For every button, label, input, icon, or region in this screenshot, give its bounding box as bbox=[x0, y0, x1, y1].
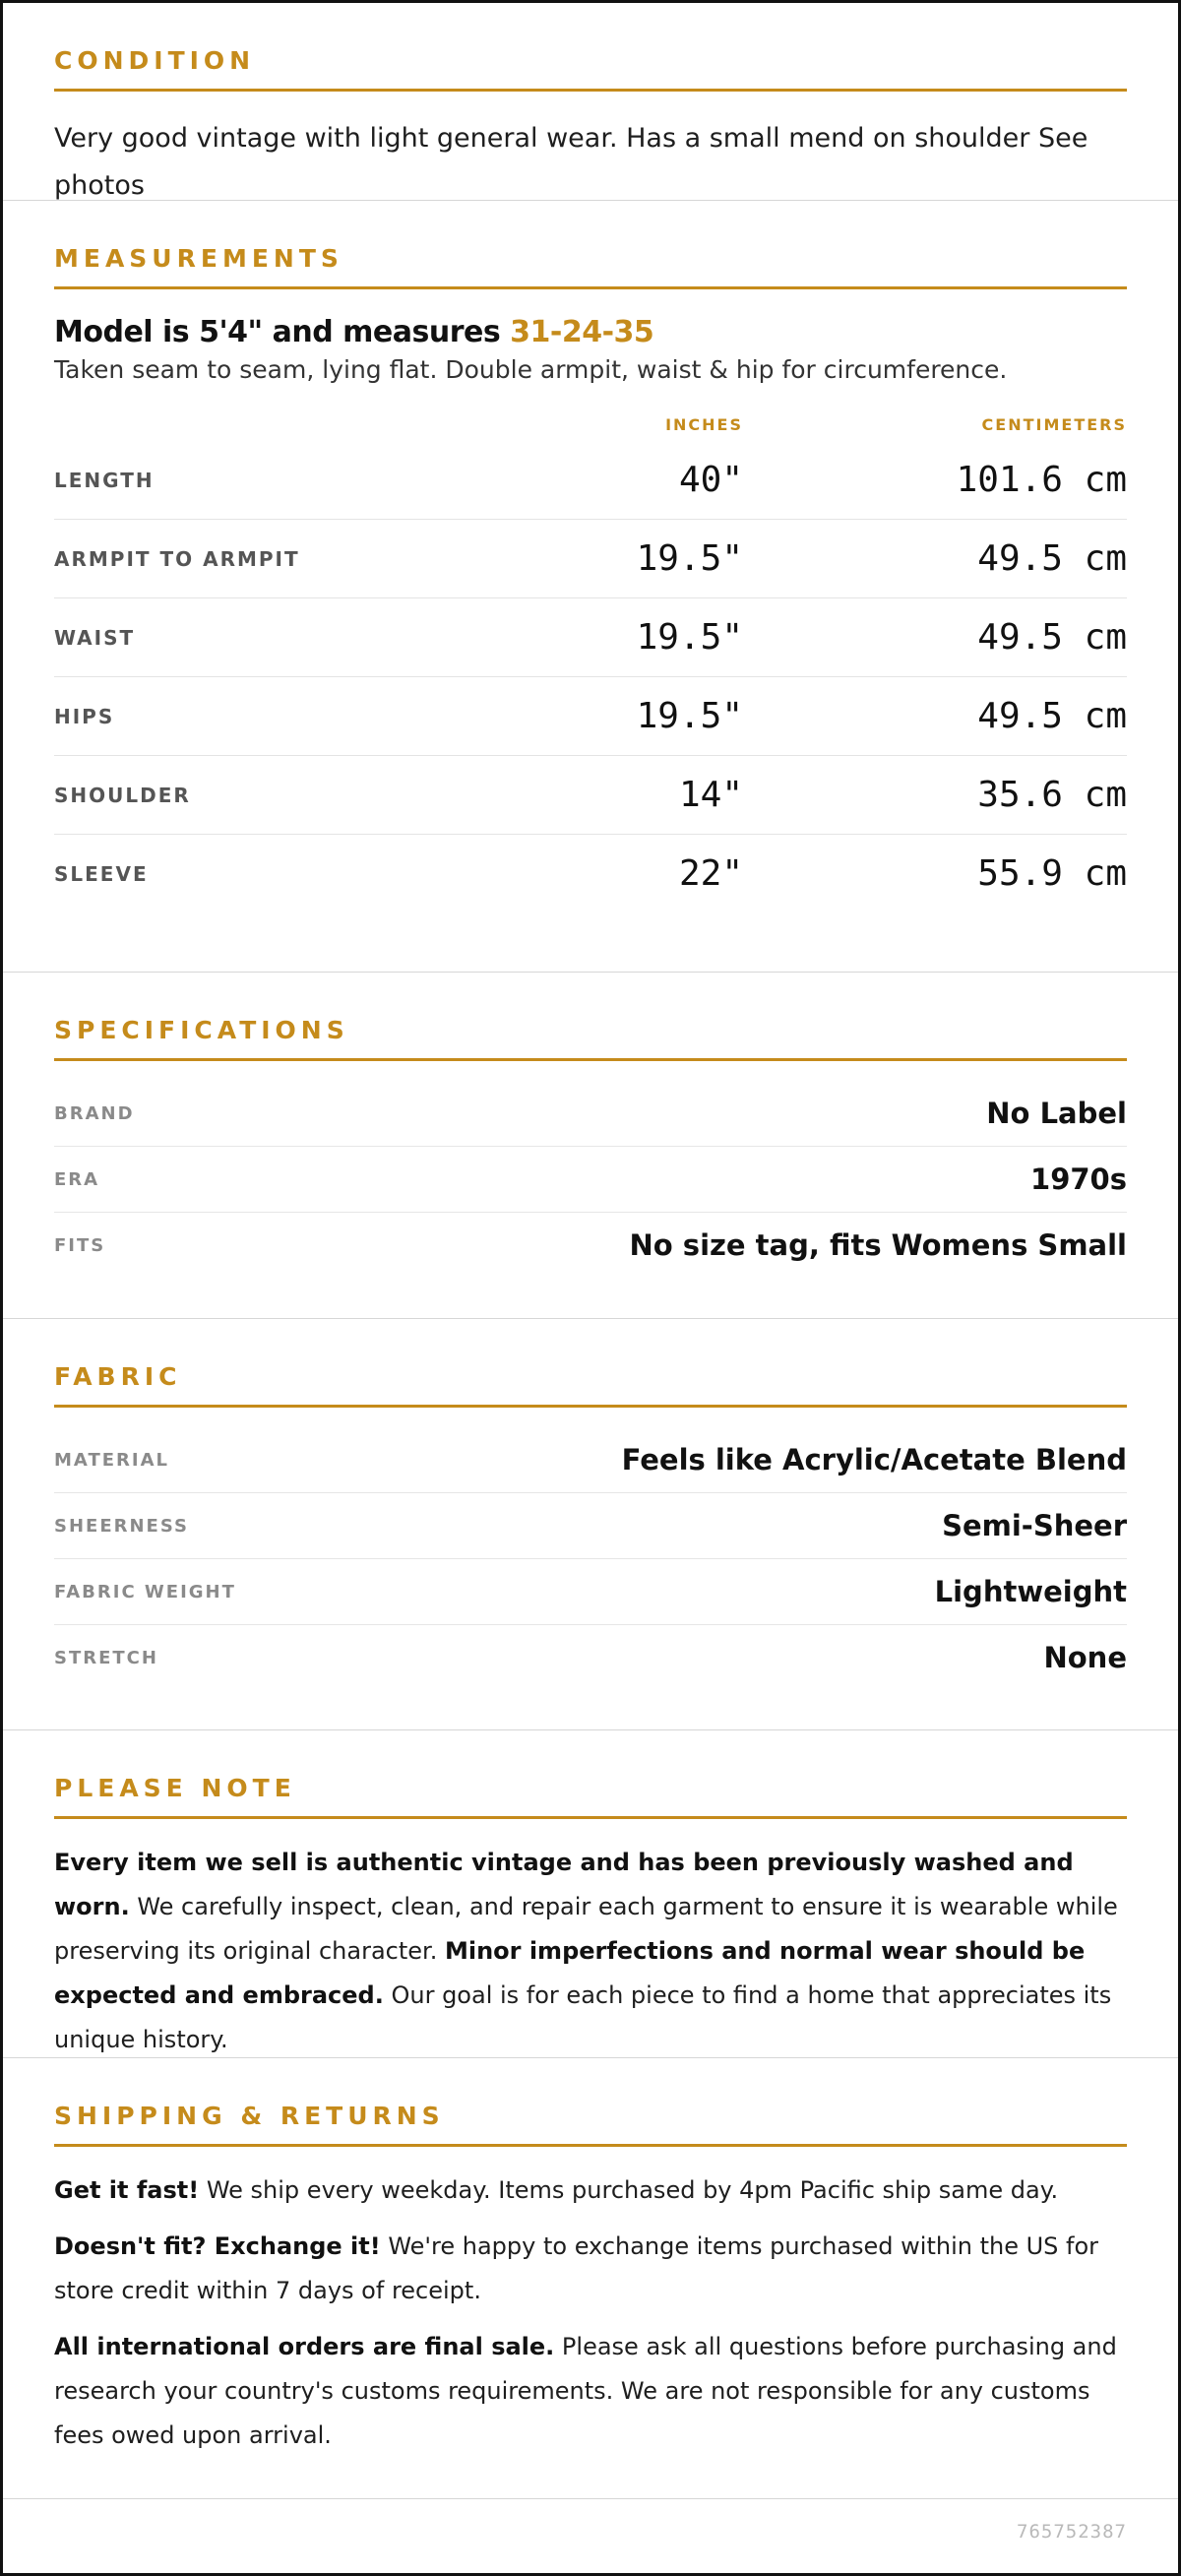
table-row bbox=[54, 835, 1127, 912]
list-item bbox=[54, 1625, 1127, 1690]
shipping-paragraph-exchange bbox=[54, 2225, 1127, 2313]
fabric-value: Feels like Acrylic/Acetate Blend bbox=[621, 1443, 1127, 1476]
measurement-inches: 19.5" bbox=[636, 617, 743, 658]
shipping-title: SHIPPING & RETURNS bbox=[54, 2102, 1127, 2147]
measurement-cm: 49.5 cm bbox=[977, 696, 1127, 736]
table-row bbox=[54, 677, 1127, 756]
fabric-value: None bbox=[1043, 1641, 1127, 1674]
measurement-label: LENGTH bbox=[54, 468, 155, 492]
measurement-label: SLEEVE bbox=[54, 861, 149, 886]
measurement-inches: 19.5" bbox=[636, 696, 743, 736]
measurement-cm: 35.6 cm bbox=[977, 775, 1127, 815]
spec-key: ERA bbox=[54, 1168, 100, 1190]
fabric-title: FABRIC bbox=[54, 1362, 1127, 1408]
condition-text: Very good vintage with light general wear. Has a small mend on shoulder See photos bbox=[54, 123, 1088, 201]
fabric-list bbox=[54, 1427, 1127, 1690]
measurement-cm: 101.6 cm bbox=[956, 460, 1127, 500]
shipping-section bbox=[3, 2058, 1178, 2499]
model-prefix: Model is 5'4" and measures bbox=[54, 315, 511, 349]
please-note-text bbox=[54, 1841, 1127, 2062]
measurement-label: SHOULDER bbox=[54, 783, 191, 807]
inches-column-header: INCHES bbox=[665, 414, 743, 434]
condition-title: CONDITION bbox=[54, 46, 1127, 92]
spec-value: No Label bbox=[986, 1097, 1127, 1130]
table-row bbox=[54, 441, 1127, 520]
measurements-title: MEASUREMENTS bbox=[54, 244, 1127, 289]
shipping-bold-1: Get it fast! bbox=[54, 2176, 200, 2204]
shipping-text-2: We're happy to exchange items purchased within the US for store credit within 7 days of receipt. bbox=[54, 2232, 1099, 2304]
fabric-key: SHEERNESS bbox=[54, 1515, 189, 1537]
note-bold-2: Minor imperfections and normal wear should be expected and embraced. bbox=[54, 1937, 1086, 2009]
shipping-paragraph-fast bbox=[54, 2168, 1127, 2213]
condition-section bbox=[3, 3, 1178, 201]
fabric-key: MATERIAL bbox=[54, 1449, 169, 1471]
specifications-title: SPECIFICATIONS bbox=[54, 1016, 1127, 1061]
measurements-section bbox=[3, 201, 1178, 973]
measurements-subtitle: Taken seam to seam, lying flat. Double armpit, waist & hip for circumference. bbox=[54, 355, 1008, 384]
measurement-inches: 40" bbox=[678, 460, 743, 500]
spec-value: No size tag, fits Womens Small bbox=[629, 1228, 1127, 1262]
note-bold-1: Every item we sell is authentic vintage and has been previously washed and worn. bbox=[54, 1849, 1074, 1920]
spec-key: BRAND bbox=[54, 1102, 135, 1124]
list-item bbox=[54, 1213, 1127, 1278]
measurement-label: WAIST bbox=[54, 625, 136, 650]
centimeters-column-header: CENTIMETERS bbox=[981, 414, 1127, 434]
specifications-section bbox=[3, 973, 1178, 1319]
table-row bbox=[54, 520, 1127, 598]
table-row bbox=[54, 756, 1127, 835]
list-item bbox=[54, 1147, 1127, 1213]
list-item bbox=[54, 1493, 1127, 1559]
fabric-key: STRETCH bbox=[54, 1647, 158, 1668]
measurement-inches: 19.5" bbox=[636, 538, 743, 579]
measurements-header bbox=[54, 408, 1127, 441]
note-text-1: We carefully inspect, clean, and repair each garment to ensure it is wearable while preserving its original character. bbox=[54, 1893, 1118, 1965]
model-stats: 31-24-35 bbox=[510, 315, 654, 349]
shipping-text-3: Please ask all questions before purchasing and research your country's customs requirements. We are not responsible for any customs fees owed upon arrival. bbox=[54, 2333, 1117, 2449]
fabric-key: FABRIC WEIGHT bbox=[54, 1581, 236, 1602]
note-text-2: Our goal is for each piece to find a home that appreciates its unique history. bbox=[54, 1981, 1112, 2053]
spec-value: 1970s bbox=[1030, 1162, 1127, 1196]
measurement-inches: 14" bbox=[678, 775, 743, 815]
list-item bbox=[54, 1081, 1127, 1147]
model-info bbox=[54, 315, 1127, 349]
product-code: 765752387 bbox=[1017, 2521, 1127, 2543]
list-item bbox=[54, 1427, 1127, 1493]
shipping-paragraph-international bbox=[54, 2325, 1127, 2458]
measurement-label: HIPS bbox=[54, 704, 115, 728]
spec-key: FITS bbox=[54, 1234, 106, 1256]
table-row bbox=[54, 598, 1127, 677]
shipping-bold-3: All international orders are final sale. bbox=[54, 2333, 555, 2360]
fabric-section bbox=[3, 1319, 1178, 1730]
measurement-inches: 22" bbox=[678, 853, 743, 894]
fabric-value: Semi-Sheer bbox=[942, 1509, 1127, 1542]
measurement-label: ARMPIT TO ARMPIT bbox=[54, 546, 300, 571]
list-item bbox=[54, 1559, 1127, 1625]
measurements-table bbox=[54, 408, 1127, 912]
measurement-cm: 55.9 cm bbox=[977, 853, 1127, 894]
please-note-section bbox=[3, 1730, 1178, 2058]
footer bbox=[3, 2499, 1178, 2568]
fabric-value: Lightweight bbox=[934, 1575, 1127, 1608]
measurement-cm: 49.5 cm bbox=[977, 538, 1127, 579]
specifications-list bbox=[54, 1081, 1127, 1278]
shipping-text-1: We ship every weekday. Items purchased by 4pm Pacific ship same day. bbox=[199, 2176, 1059, 2204]
please-note-title: PLEASE NOTE bbox=[54, 1774, 1127, 1819]
measurement-cm: 49.5 cm bbox=[977, 617, 1127, 658]
shipping-bold-2: Doesn't fit? Exchange it! bbox=[54, 2232, 381, 2260]
